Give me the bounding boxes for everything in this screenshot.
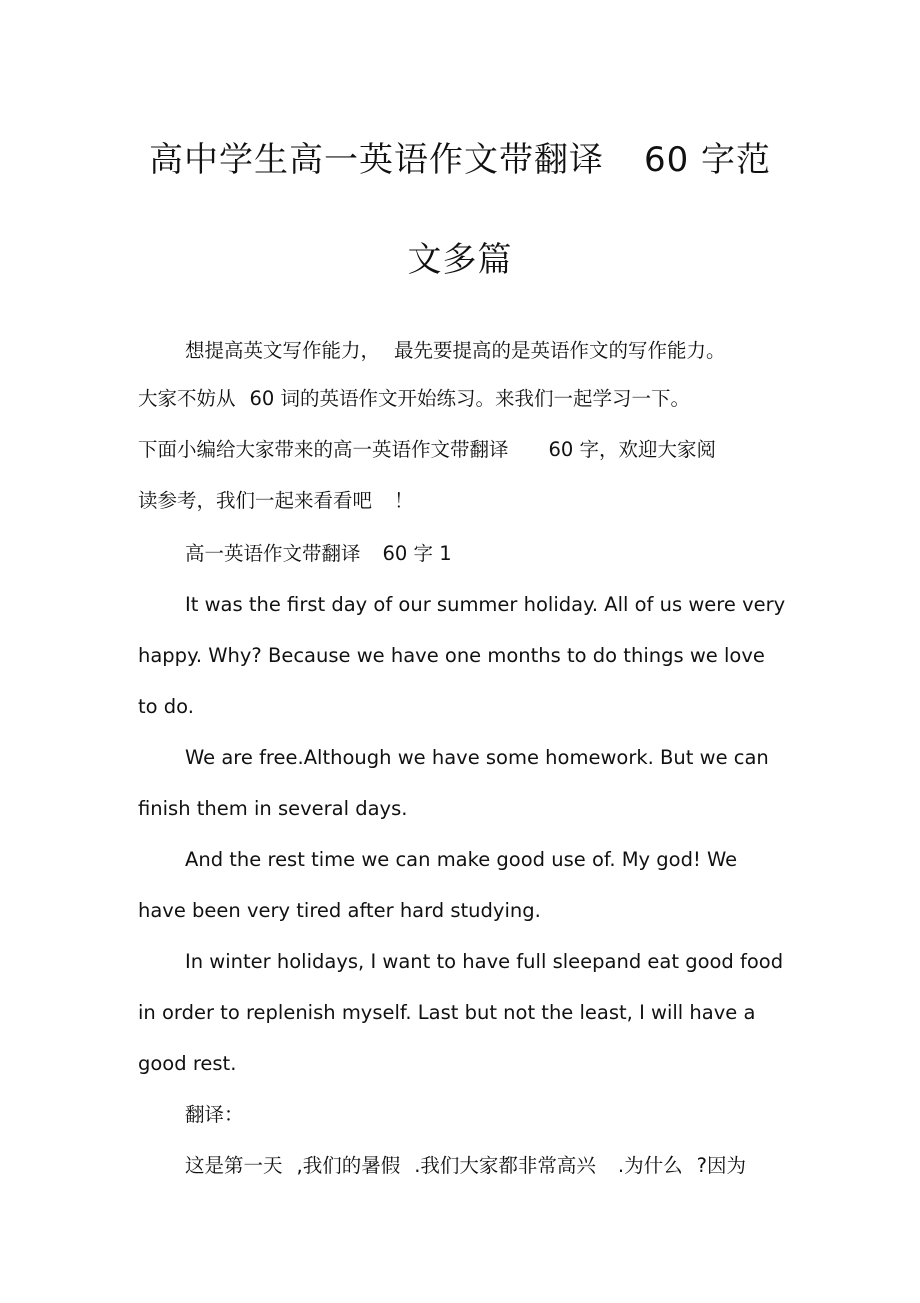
intro-line-2 <box>138 386 788 412</box>
translation-text: .为什么 <box>617 1154 683 1177</box>
translation-line-1 <box>185 1153 835 1179</box>
intro-text: 60 词的英语作文开始练习。来我们一起学习一下。 <box>249 387 691 410</box>
paragraph-4-line-3: good rest. <box>138 1052 237 1075</box>
paragraph-2-line-1: We are free.Although we have some homework. But we can <box>185 746 769 769</box>
intro-text: 大家不妨从 <box>138 387 236 410</box>
paragraph-3-line-2: have been very tired after hard studying. <box>138 899 541 922</box>
translation-text: ?因为 <box>696 1154 746 1177</box>
intro-line-4 <box>138 488 788 514</box>
title-text-a: 高中学生高一英语作文带翻译 <box>148 140 604 180</box>
translation-label: 翻译： <box>185 1103 244 1126</box>
document-title-line-1 <box>0 140 920 180</box>
document-title-line-2: 文多篇 <box>407 240 513 280</box>
intro-text: 想提高英文写作能力， <box>185 339 381 362</box>
intro-text: 下面小编给大家带来的高一英语作文带翻译 <box>138 438 509 461</box>
translation-text: 这是第一天 <box>185 1154 283 1177</box>
intro-text: ！ <box>394 489 414 512</box>
section-heading-text: 60 字 1 <box>382 542 452 565</box>
intro-text: 60 字，欢迎大家阅 <box>548 438 717 461</box>
translation-text: .我们大家都非常高兴 <box>414 1154 596 1177</box>
intro-text: 读参考，我们一起来看看吧 <box>138 489 373 512</box>
section-heading-text: 高一英语作文带翻译 <box>185 542 361 565</box>
translation-text: ,我们的暑假 <box>296 1154 401 1177</box>
intro-line-1 <box>185 338 835 364</box>
intro-text: 最先要提高的是英语作文的写作能力。 <box>394 339 726 362</box>
paragraph-3-line-1: And the rest time we can make good use of. My god! We <box>185 848 738 871</box>
title-text-b: 60 字范 <box>643 140 772 180</box>
paragraph-1-line-2: happy. Why? Because we have one months to do things we love <box>138 644 765 667</box>
intro-line-3 <box>138 437 788 463</box>
paragraph-1-line-1: It was the first day of our summer holiday. All of us were very <box>185 593 786 616</box>
paragraph-4-line-1: In winter holidays, I want to have full sleepand eat good food <box>185 950 784 973</box>
paragraph-2-line-2: finish them in several days. <box>138 797 408 820</box>
paragraph-4-line-2: in order to replenish myself. Last but not the least, I will have a <box>138 1001 756 1024</box>
paragraph-1-line-3: to do. <box>138 695 194 718</box>
section-heading-1 <box>185 541 835 567</box>
